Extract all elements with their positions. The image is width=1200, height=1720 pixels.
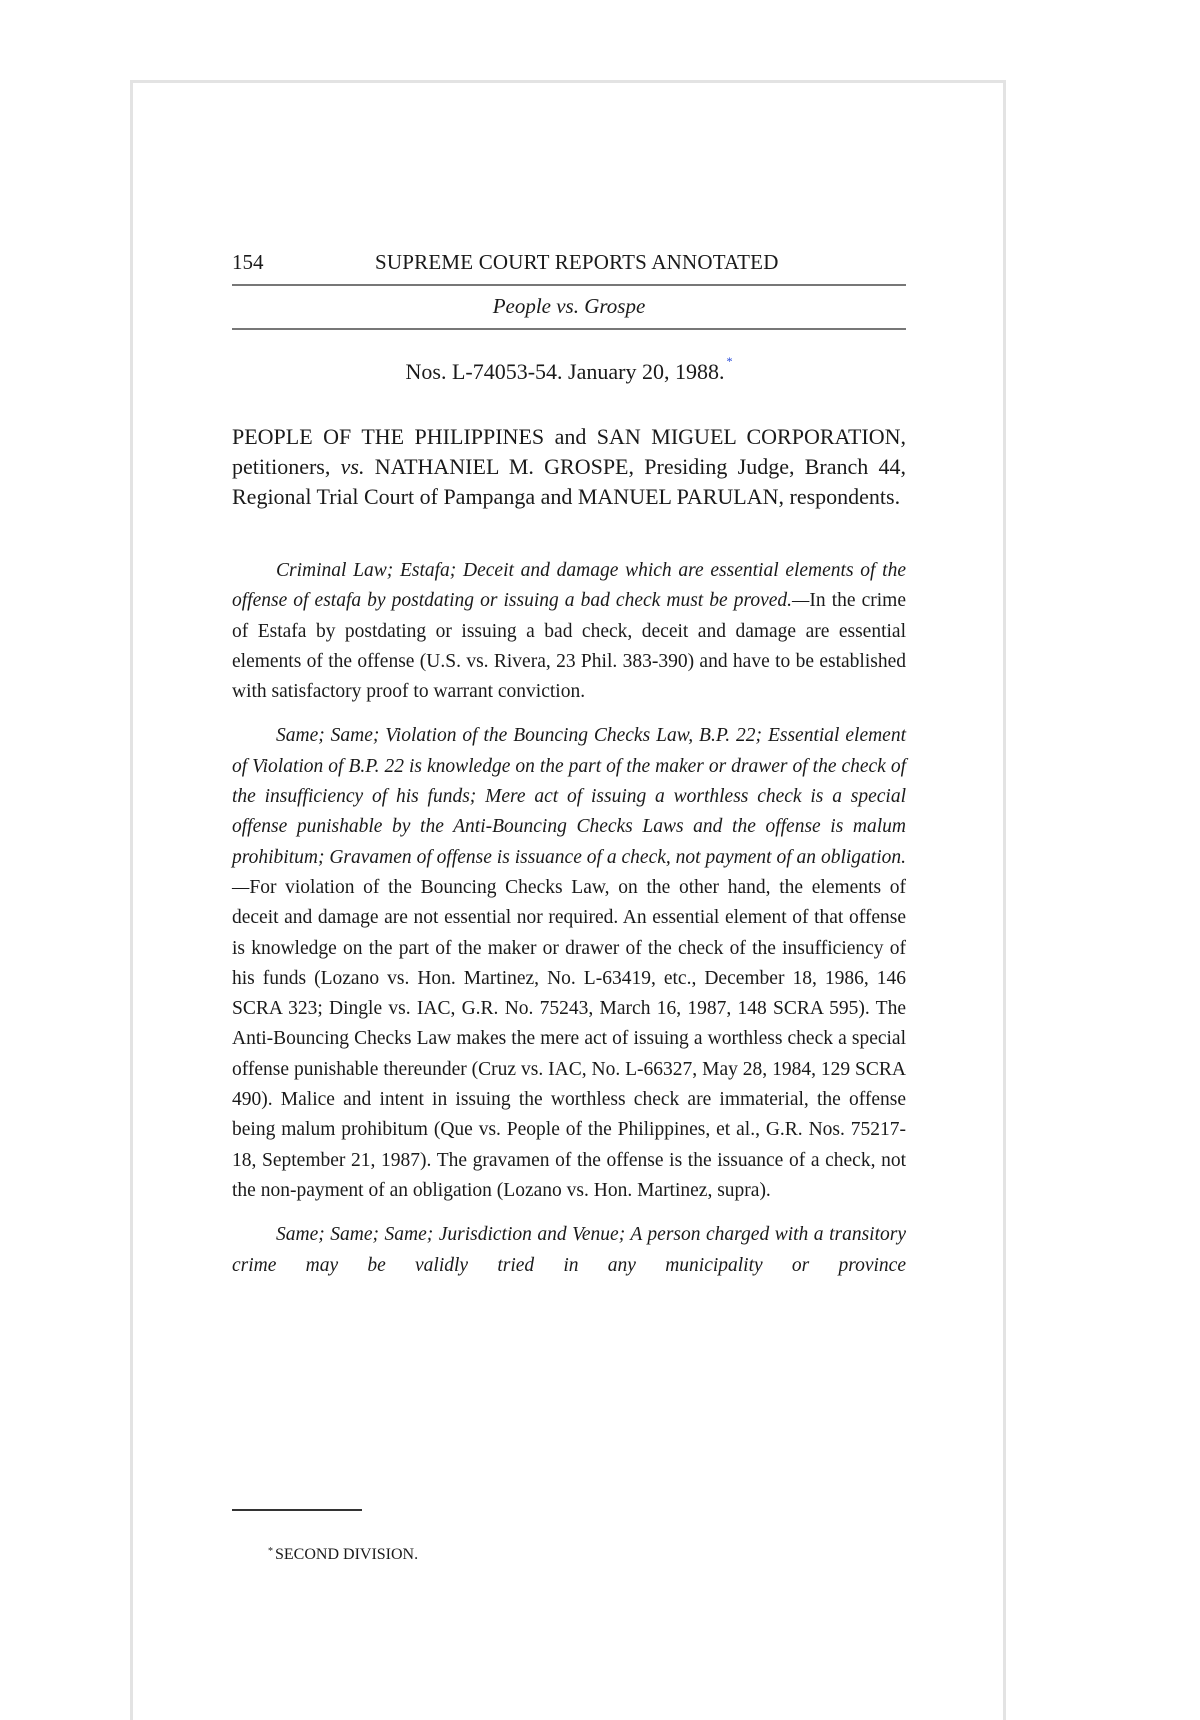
footnote-marker: * <box>268 1546 273 1557</box>
header-rule-bottom <box>232 328 906 330</box>
syllabus-paragraph <box>232 1220 906 1281</box>
page-number: 154 <box>232 250 264 274</box>
respondents: NATHANIEL M. GROSPE, Presiding Judge, Branch 44, Regional Trial Court of Pampanga and MANUEL PARULAN, respondents. <box>232 454 907 509</box>
case-number-date <box>232 354 906 390</box>
versus: vs. <box>340 454 365 479</box>
syllabus-paragraph <box>232 721 906 1206</box>
case-number-text: Nos. L-74053-54. January 20, 1988. <box>405 359 725 384</box>
footnote-text: SECOND DIVISION. <box>275 1546 419 1563</box>
case-short-title: People vs. Grospe <box>492 294 646 318</box>
parties-block <box>232 422 906 512</box>
syllabus-topic: Same; Same; Violation of the Bouncing Checks Law, B.P. 22; Essential element of Violation of B.P. 22 is knowledge on the part of the maker or drawer of the check of the insufficiency of his funds; Mere act of issuing a worthless check is a special offense punishable by the Anti-Bouncing Checks Laws and the offense is malum prohibitum; Gravamen of offense is issuance of a check, not payment of an obligation.— <box>232 725 906 898</box>
footnote-link[interactable]: * <box>726 354 733 368</box>
petitioners: PEOPLE OF THE PHILIPPINES and SAN MIGUEL CORPORATION, petitioners, <box>232 424 906 479</box>
page-content <box>232 250 906 1295</box>
syllabus-text: For violation of the Bouncing Checks Law, on the other hand, the elements of deceit and damage are not essential nor required. An essential element of that offense is knowledge on the part of the maker or drawer of the check of the insufficiency of his funds (Lozano vs. Hon. Martinez, No. L-63419, etc., December 18, 1986, 146 SCRA 323; Dingle vs. IAC, G.R. No. 75243, March 16, 1987, 148 SCRA 595). The Anti-Bouncing Checks Law makes the mere act of issuing a worthless check a special offense punishable thereunder (Cruz vs. IAC, No. L-66327, May 28, 1984, 129 SCRA 490). Malice and intent in issuing the worthless check are immaterial, the offense being malum prohibitum (Que vs. People of the Philippines, et al., G.R. Nos. 75217-18, September 21, 1987). The gravamen of the offense is the issuance of a check, not the non-payment of an obligation (Lozano vs. Hon. Martinez, supra). <box>232 876 906 1201</box>
footnote <box>268 1546 418 1564</box>
syllabus-topic: Criminal Law; Estafa; Deceit and damage which are essential elements of the offense of estafa by postdating or issuing a bad check must be proved.— <box>232 560 906 612</box>
syllabus-text: In the crime of Estafa by postdating or issuing a bad check, deceit and damage are essential elements of the offense (U.S. vs. Rivera, 23 Phil. 383-390) and have to be established with satisfactory proof to warrant conviction. <box>232 590 906 703</box>
syllabus-paragraph <box>232 556 906 707</box>
footnote-rule <box>232 1509 362 1511</box>
syllabus-topic: Same; Same; Same; Jurisdiction and Venue; A person charged with a transitory crime may be validly tried in any municipality or province <box>232 1224 906 1276</box>
running-header <box>232 250 906 284</box>
syllabus <box>232 556 906 1281</box>
reporter-title: SUPREME COURT REPORTS ANNOTATED <box>375 250 779 274</box>
